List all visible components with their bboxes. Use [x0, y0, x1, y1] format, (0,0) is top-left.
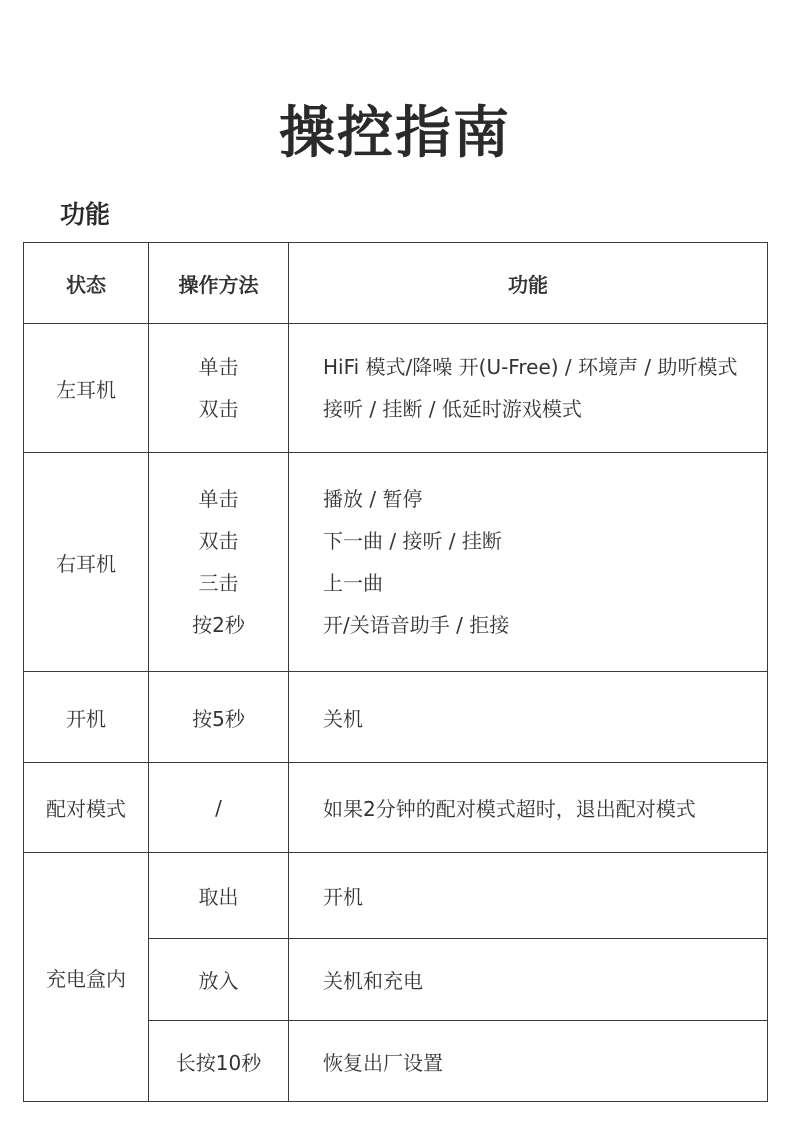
method-cell: [149, 453, 289, 672]
function-item: 上一曲: [323, 571, 383, 595]
function-item: HiFi 模式/降噪 开(U-Free) / 环境声 / 助听模式: [323, 355, 738, 379]
section-label: 功能: [60, 200, 111, 229]
function-item: 接听 / 挂断 / 低延时游戏模式: [323, 397, 582, 421]
function-cell: [289, 324, 768, 453]
state-cell: 开机: [24, 672, 149, 763]
function-cell: 如果2分钟的配对模式超时，退出配对模式: [289, 763, 768, 853]
function-item: 开/关语音助手 / 拒接: [323, 613, 510, 637]
method-item: 单击: [198, 487, 239, 511]
table-header-row: [24, 243, 768, 324]
method-cell: 放入: [149, 939, 289, 1021]
method-cell: 按5秒: [149, 672, 289, 763]
table-row-power-on: [24, 672, 768, 763]
function-cell: 关机: [289, 672, 768, 763]
method-cell: 取出: [149, 853, 289, 939]
state-cell: 右耳机: [24, 453, 149, 672]
state-cell: 配对模式: [24, 763, 149, 853]
table-row-right-earbud: [24, 453, 768, 672]
method-item: 双击: [198, 397, 239, 421]
header-method: 操作方法: [149, 243, 289, 324]
method-item: 单击: [198, 355, 239, 379]
function-cell: 关机和充电: [289, 939, 768, 1021]
page-title: 操控指南: [279, 101, 511, 166]
table-row-in-case: [24, 853, 768, 939]
method-item: 三击: [198, 571, 239, 595]
function-item: 播放 / 暂停: [323, 487, 423, 511]
function-item: 下一曲 / 接听 / 挂断: [323, 529, 502, 553]
function-cell: [289, 453, 768, 672]
method-item: 双击: [198, 529, 239, 553]
state-cell: 充电盒内: [24, 853, 149, 1102]
table-row-left-earbud: [24, 324, 768, 453]
method-cell: 长按10秒: [149, 1021, 289, 1102]
method-item: 按2秒: [192, 613, 245, 637]
table-row-pairing-mode: [24, 763, 768, 853]
header-state: 状态: [24, 243, 149, 324]
method-cell: /: [149, 763, 289, 853]
control-guide-table: [23, 242, 768, 1102]
method-cell: [149, 324, 289, 453]
function-cell: 恢复出厂设置: [289, 1021, 768, 1102]
function-cell: 开机: [289, 853, 768, 939]
header-function: 功能: [289, 243, 768, 324]
state-cell: 左耳机: [24, 324, 149, 453]
